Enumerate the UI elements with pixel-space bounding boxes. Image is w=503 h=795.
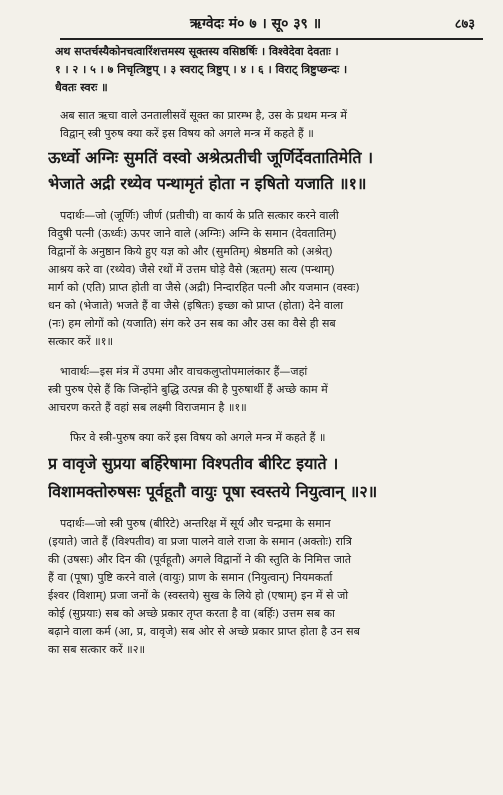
bhavartha-line: भावार्थः—इस मंत्र में उपमा और वाचकलुप्तोपमालंकार हैं—जहां bbox=[60, 365, 308, 378]
padartha-line: ईश्वर (विशाम्) प्रजा जनों के (स्वस्तये) सुख के लिये हो (एषाम्) इन में से जो bbox=[48, 589, 349, 602]
padartha-line: की (उषसः) और दिन की (पूर्वहूतौ) अगले विद्वानों ने की स्तुति के निमित्त जाते bbox=[48, 553, 352, 566]
padartha-line: पदार्थः—जो (जूर्णिः) जीर्ण (प्रतीची) वा कार्य के प्रति सत्कार करने वाली bbox=[60, 209, 339, 222]
padartha-line: मार्ग को (एति) प्राप्त होती वा जैसे (अद्री) निन्दारहित पत्नी और यजमान (वस्वः) bbox=[48, 281, 360, 294]
page-header bbox=[60, 8, 483, 40]
bhavartha-line: स्त्री पुरुष ऐसे हैं कि जिन्होंने बुद्धि उत्पन्न की है पुरुषार्थी हैं अच्छे काम में bbox=[48, 383, 328, 396]
mantra-line: विशामक्तोरुषसः पूर्वहूतौ वायुः पूषा स्वस्तये नियुत्वान् ॥२॥ bbox=[48, 482, 378, 501]
padartha-line: विद्वानों के अनुष्ठान किये हुए यज्ञ को और (सुमतिम्) श्रेष्ठमति को (अश्रेत्) bbox=[48, 245, 333, 258]
section-intro-line: विद्वान् स्त्री पुरुष क्या करें इस विषय को अगले मन्त्र में कहते हैं ॥ bbox=[60, 127, 314, 140]
page-number: ८७३ bbox=[454, 17, 475, 32]
padartha-line: सत्कार करें ॥१॥ bbox=[48, 335, 114, 348]
padartha-line: पदार्थः—जो स्त्री पुरुष (बीरिटे) अन्तरिक्ष में सूर्य और चन्द्रमा के समान bbox=[60, 517, 331, 530]
sukta-intro-line: धैवतः स्वरः ॥ bbox=[55, 81, 108, 94]
padartha-line: (नः) हम लोगों को (यजाति) संग करे उन सब का और उस का वैसे ही सब bbox=[48, 317, 336, 330]
mantra-line: भेजाते अद्री रथ्येव पन्थामृतं होता न इषितो यजाति ॥१॥ bbox=[48, 174, 367, 193]
padartha-line: बढ़ाने वाला कर्म (आ, प्र, वावृजे) सब ओर से अच्छे प्रकार प्राप्त होता है उन सब bbox=[48, 625, 360, 638]
section-intro-line: फिर वे स्त्री-पुरुष क्या करें इस विषय को अगले मन्त्र में कहते हैं ॥ bbox=[70, 431, 326, 444]
mantra-line: प्र वावृजे सुप्रया बर्हिरेषामा विश्पतीव बीरिट इयाते । bbox=[48, 454, 339, 473]
section-intro-line: अब सात ऋचा वाले उनतालीसवें सूक्त का प्रारम्भ है, उस के प्रथम मन्त्र में bbox=[60, 109, 347, 122]
padartha-line: धन को (भेजाते) भजते हैं वा जैसे (इषितः) इच्छा को प्राप्त (होता) देने वाला bbox=[48, 299, 344, 312]
padartha-line: का सब सत्कार करें ॥२॥ bbox=[48, 643, 146, 656]
sukta-intro-line: अथ सप्तर्चस्यैकोनचत्वारिंशत्तमस्य सूक्तस्य वसिष्ठर्षिः । विश्वेदेवा देवताः । bbox=[55, 45, 339, 58]
padartha-line: (इयाते) जाते हैं (विश्पतीव) वा प्रजा पालने वाले राजा के समान (अक्तोः) रात्रि bbox=[48, 535, 352, 548]
padartha-line: हैं वा (पूषा) पुष्टि करने वाले (वायुः) प्राण के समान (नियुत्वान्) नियमकर्ता bbox=[48, 571, 333, 584]
bhavartha-line: आचरण करते हैं वहां सब लक्ष्मी विराजमान है ॥१॥ bbox=[48, 401, 247, 414]
running-title: ऋग्वेदः मं० ७ । सू० ३९ ॥ bbox=[190, 16, 322, 32]
padartha-line: विदुषी पत्नी (ऊर्ध्वः) ऊपर जाने वाले (अग्निः) अग्नि के समान (देवतातिम्) bbox=[48, 227, 337, 240]
mantra-line: ऊर्ध्वो अग्निः सुमतिं वस्वो अश्रेत्प्रतीची जूर्णिर्देवतातिमेति । bbox=[48, 148, 374, 167]
padartha-line: कोई (सुप्रयाः) सब को अच्छे प्रकार तृप्त करता है वा (बर्हिः) उत्तम सब का bbox=[48, 607, 335, 620]
padartha-line: आश्रय करे वा (रथ्येव) जैसे रथों में उत्तम घोड़े वैसे (ऋतम्) सत्य (पन्थाम्) bbox=[48, 263, 335, 276]
sukta-intro-line: १ । २ । ५ । ७ निचृत्त्रिष्टुप् । ३ स्वराट् त्रिष्टुप् । ४ । ६ । विराट् त्रिष्टुप्छन्दः । bbox=[55, 63, 348, 76]
